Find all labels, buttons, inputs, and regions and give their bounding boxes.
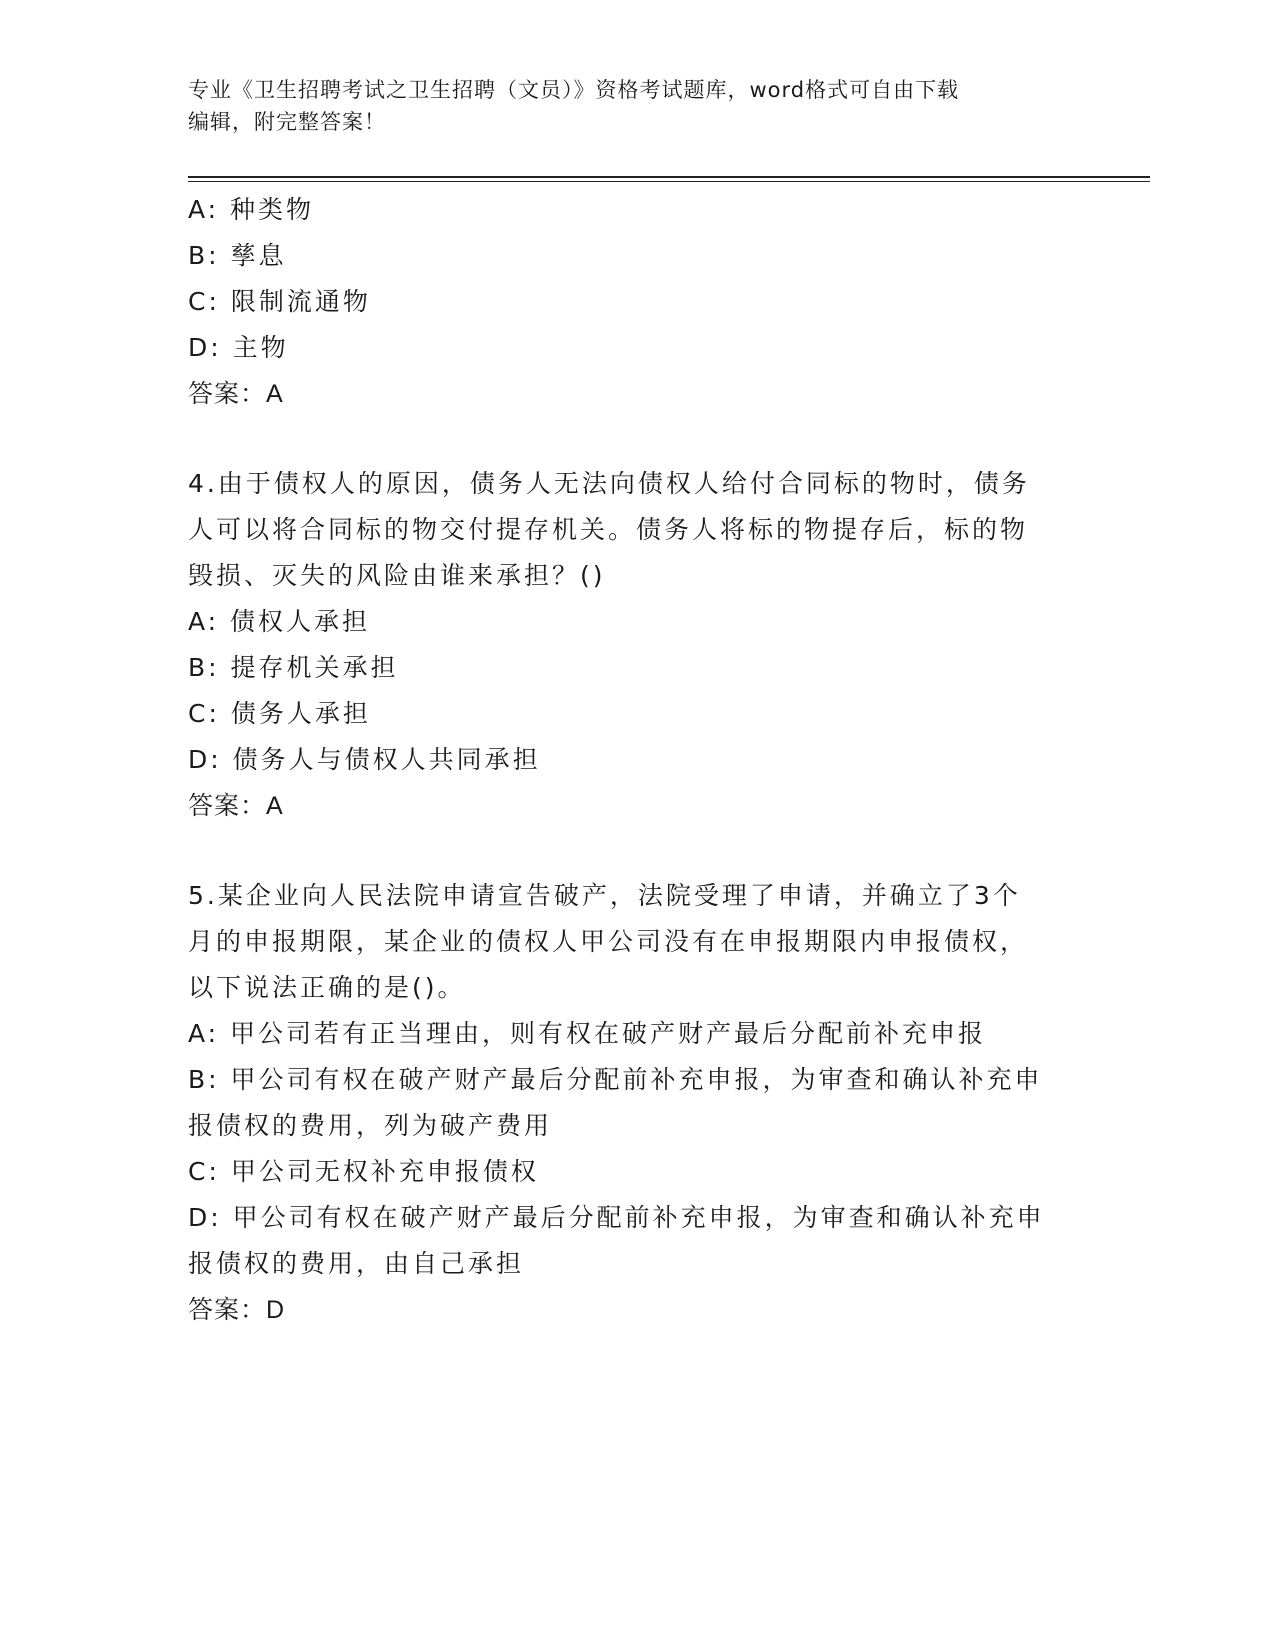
question-stem-line: 以下说法正确的是()。 (188, 973, 466, 1002)
option-c: C: 限制流通物 (188, 287, 371, 316)
option-b-continued: 报债权的费用，列为破产费用 (188, 1111, 553, 1140)
option-d: D: 主物 (188, 333, 289, 362)
header-line-1: 专业《卫生招聘考试之卫生招聘（文员）》资格考试题库，word格式可自由下载 (188, 78, 960, 102)
option-b: B: 孳息 (188, 241, 287, 270)
question-stem-line: 5.某企业向人民法院申请宣告破产，法院受理了申请，并确立了3个 (188, 881, 1021, 910)
question-list (188, 187, 1088, 1333)
spacer (188, 829, 1088, 873)
option-d: D: 债务人与债权人共同承担 (188, 745, 541, 774)
question-stem-line: 人可以将合同标的物交付提存机关。债务人将标的物提存后，标的物 (188, 515, 1029, 544)
question-stem-line: 月的申报期限，某企业的债权人甲公司没有在申报期限内申报债权， (188, 927, 1029, 956)
question-5 (188, 873, 1088, 1333)
answer: 答案：A (188, 792, 284, 820)
answer: 答案：D (188, 1296, 286, 1324)
option-c: C: 债务人承担 (188, 699, 371, 728)
option-d: D: 甲公司有权在破产财产最后分配前补充申报，为审查和确认补充申 (188, 1203, 1045, 1232)
question-3-options (188, 187, 1088, 417)
option-c: C: 甲公司无权补充申报债权 (188, 1157, 539, 1186)
option-b: B: 提存机关承担 (188, 653, 399, 682)
option-b: B: 甲公司有权在破产财产最后分配前补充申报，为审查和确认补充申 (188, 1065, 1043, 1094)
option-a: A: 甲公司若有正当理由，则有权在破产财产最后分配前补充申报 (188, 1019, 987, 1048)
answer: 答案：A (188, 380, 284, 408)
spacer (188, 417, 1088, 461)
question-stem-line: 毁损、灭失的风险由谁来承担？() (188, 561, 606, 590)
header-divider-thin (188, 181, 1150, 182)
option-d-continued: 报债权的费用，由自己承担 (188, 1249, 525, 1278)
header-divider-thick (188, 176, 1150, 178)
option-a: A: 债权人承担 (188, 607, 371, 636)
question-4 (188, 461, 1088, 829)
document-header (188, 74, 1088, 138)
header-line-2: 编辑，附完整答案！ (188, 110, 386, 134)
question-stem-line: 4.由于债权人的原因，债务人无法向债权人给付合同标的物时，债务 (188, 469, 1030, 498)
option-a: A: 种类物 (188, 195, 315, 224)
